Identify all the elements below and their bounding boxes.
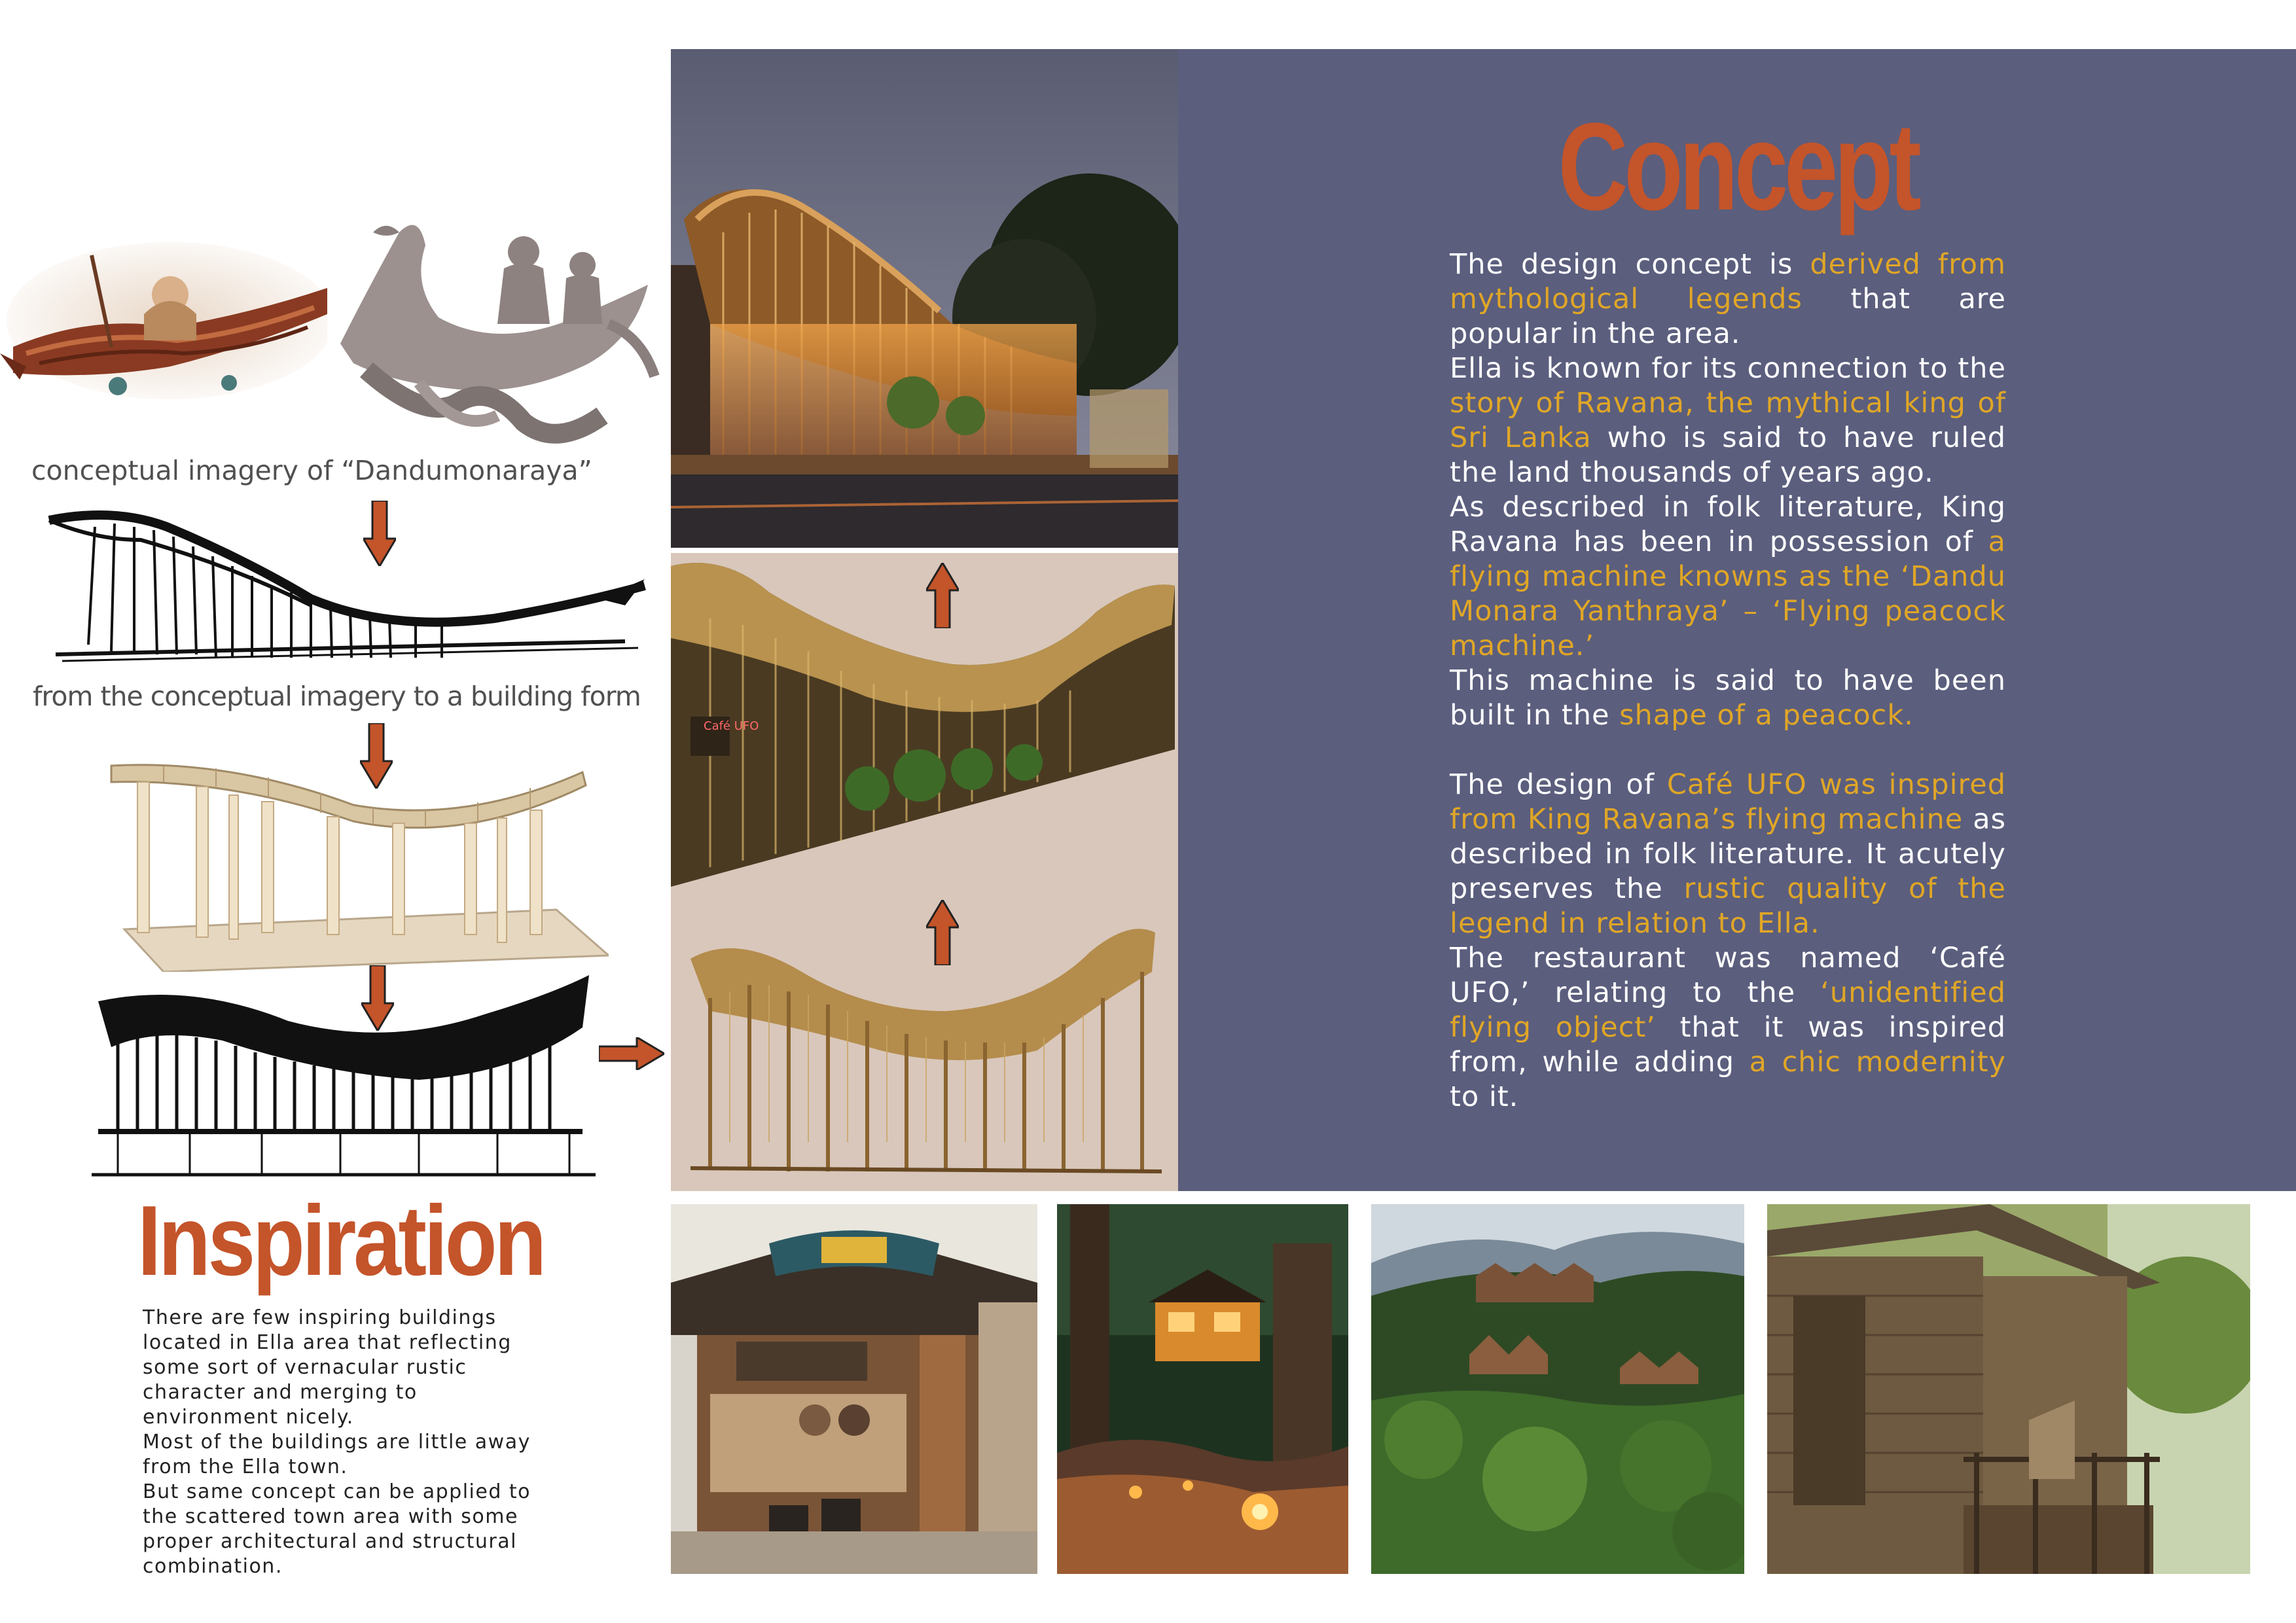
conceptual-sketch <box>36 501 658 677</box>
treehouse-photo <box>1057 1204 1348 1574</box>
concept-paragraph <box>1450 351 2006 490</box>
concept-paragraph <box>1450 664 2006 733</box>
mythology-painting <box>0 216 340 406</box>
concept-paragraph <box>1450 768 2006 941</box>
form-caption: from the conceptual imagery to a building form <box>33 681 641 712</box>
body-text: as described in folk literature. It acutely preserves the <box>1450 803 2006 905</box>
wooden-cabin-photo <box>1767 1204 2250 1574</box>
body-text: that it was inspired from, while adding <box>1450 1011 2006 1079</box>
down-arrow-icon <box>363 501 396 566</box>
inspiration-paragraph: But same concept can be applied to the scattered town area with some proper architectural and structural combination. <box>143 1480 531 1578</box>
inspiration-paragraph: There are few inspiring buildings located in Ella area that reflecting some sort of vernacular rustic character and merging to environment nicely. <box>143 1306 512 1429</box>
body-text: Ella is known for its connection to the <box>1450 352 2006 385</box>
inspiration-text <box>143 1306 548 1579</box>
highlight-text: derived from mythological legends <box>1450 248 2006 315</box>
structural-model <box>98 746 609 972</box>
facade-sketch <box>92 975 596 1181</box>
highlight-text: rustic quality of the legend in relation to Ella. <box>1450 872 2006 940</box>
down-arrow-icon <box>361 965 394 1031</box>
highlight-text: shape of a peacock. <box>1619 699 1914 732</box>
inspiration-paragraph: Most of the buildings are little away from the Ella town. <box>143 1431 531 1478</box>
body-text: As described in folk literature, King Ravana has been in possession of <box>1450 491 2006 558</box>
highlight-text: a flying machine knowns as the ‘Dandu Monara Yanthraya’ – ‘Flying peacock machine.’ <box>1450 526 2006 662</box>
inspiration-title: Inspiration <box>137 1185 544 1296</box>
restaurant-photo <box>671 1204 1037 1574</box>
body-text: The design of <box>1450 768 1667 801</box>
paragraph-gap <box>1450 733 2006 768</box>
body-text: who is said to have ruled the land thousands of years ago. <box>1450 421 2006 489</box>
concept-title: Concept <box>1558 98 1918 236</box>
up-arrow-icon <box>926 900 959 965</box>
body-text: to it. <box>1450 1080 1519 1113</box>
cafe-render <box>671 553 1178 1191</box>
peacock-sculpture <box>327 206 661 452</box>
cafe-night-photo <box>671 49 1178 548</box>
cafe-sign-text: Café UFO <box>704 719 759 733</box>
down-arrow-icon <box>360 723 393 789</box>
concept-paragraph <box>1450 490 2006 664</box>
right-arrow-icon <box>599 1037 664 1070</box>
body-text: that are popular in the area. <box>1450 283 2006 350</box>
concept-paragraph <box>1450 247 2006 351</box>
highlight-text: a chic modernity <box>1749 1046 2007 1079</box>
highlight-text: ‘unidentified flying object’ <box>1450 976 2006 1044</box>
imagery-caption: conceptual imagery of “Dandumonaraya” <box>31 455 592 486</box>
hillside-resort-photo <box>1371 1204 1744 1574</box>
body-text: The restaurant was named ‘Café UFO,’ relating to the <box>1450 942 2006 1009</box>
highlight-text: Café UFO was inspired from King Ravana’s flying machine <box>1450 768 2007 836</box>
concept-text <box>1450 247 2006 1115</box>
up-arrow-icon <box>926 563 959 628</box>
highlight-text: story of Ravana, the mythical king of Sri Lanka <box>1450 387 2006 454</box>
body-text: This machine is said to have been built in the <box>1450 664 2006 732</box>
concept-paragraph <box>1450 941 2006 1115</box>
body-text: The design concept is <box>1450 248 1810 281</box>
